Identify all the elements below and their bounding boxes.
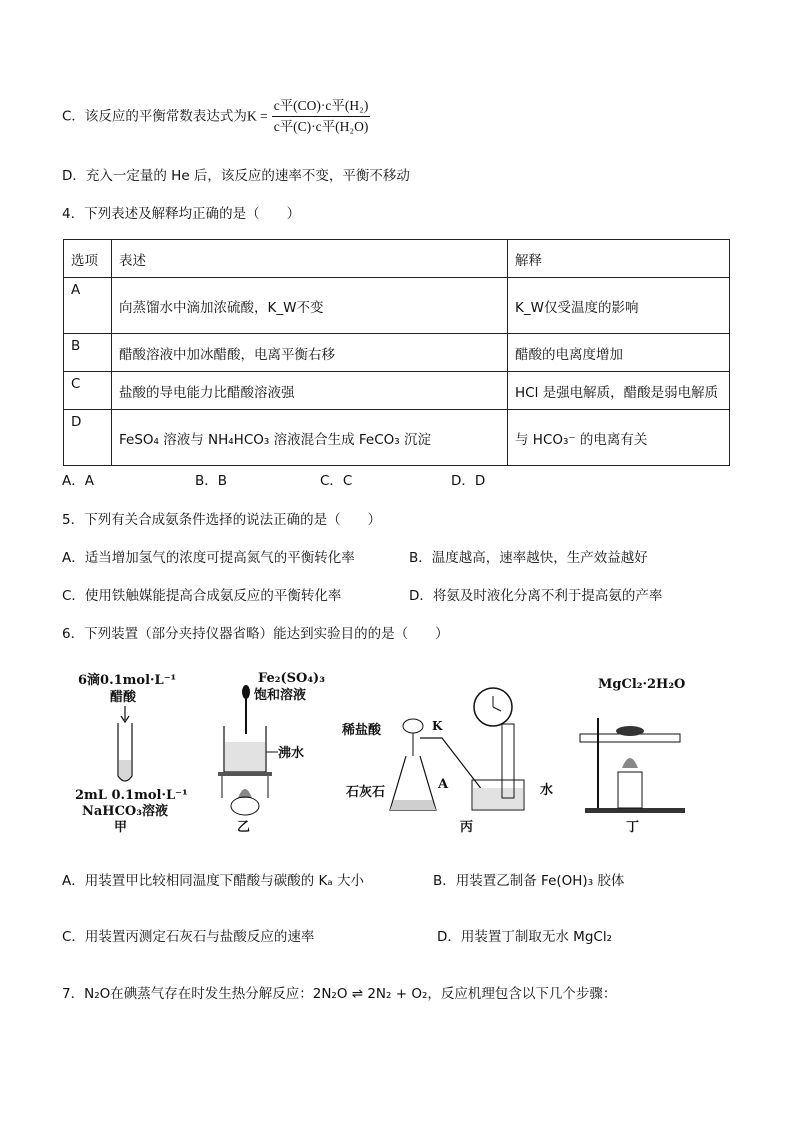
magnesium-chloride-sample xyxy=(616,726,644,736)
table-row xyxy=(64,278,730,334)
jia-bottom-label-2: NaHCO₃溶液 xyxy=(82,804,168,819)
table-row xyxy=(64,372,730,410)
q6-option-a[interactable]: A．用装置甲比较相同温度下醋酸与碳酸的 Kₐ 大小 xyxy=(62,873,364,889)
table-header-cell: 选项 xyxy=(64,240,112,278)
table-row xyxy=(64,334,730,372)
q3-option-c-lhs: K = xyxy=(246,108,268,124)
q5-option-c[interactable]: C．使用铁触媒能提高合成氨反应的平衡转化率 xyxy=(62,588,342,604)
iron-stand-base xyxy=(585,808,685,813)
table-cell-statement: 盐酸的导电能力比醋酸溶液强 xyxy=(112,372,508,410)
limestone xyxy=(390,800,436,810)
jia-top-label-1: 6滴0.1mol·L⁻¹ xyxy=(78,673,177,688)
q5-option-d[interactable]: D．将氨及时液化分离不利于提高氨的产率 xyxy=(409,588,663,604)
jia-bottom-label-1: 2mL 0.1mol·L⁻¹ xyxy=(75,788,188,803)
trough-water xyxy=(473,788,523,809)
q5-option-b[interactable]: B．温度越高，速率越快，生产效益越好 xyxy=(409,550,648,566)
table-cell-explanation: 醋酸的电离度增加 xyxy=(508,334,730,372)
table-cell-statement: 向蒸馏水中滴加浓硫酸，K_W不变 xyxy=(112,278,508,334)
dropper-bulb xyxy=(242,685,250,699)
bing-k-label: K xyxy=(432,719,443,733)
q7-stem: 7．N₂O在碘蒸气存在时发生热分解反应：2N₂O ⇌ 2N₂ + O₂，反应机理包含以下几个步骤： xyxy=(62,986,617,1002)
q4-stem: 4．下列表述及解释均正确的是（ ） xyxy=(62,206,301,222)
q3-option-c xyxy=(62,96,370,137)
bing-name: 丙 xyxy=(460,820,474,835)
q4-answer-c[interactable]: C．C xyxy=(320,473,353,489)
boiling-water xyxy=(225,742,265,771)
yi-top-label-1: Fe₂(SO₄)₃ xyxy=(258,671,325,686)
bing-acid-label: 稀盐酸 xyxy=(342,723,382,738)
table-cell-explanation: HCl 是强电解质，醋酸是弱电解质 xyxy=(508,372,730,410)
table-cell-option: C xyxy=(64,372,112,410)
q6-option-b[interactable]: B．用装置乙制备 Fe(OH)₃ 胶体 xyxy=(433,873,625,889)
q6-stem: 6．下列装置（部分夹持仪器省略）能达到实验目的的是（ ） xyxy=(62,626,449,642)
q6-option-d[interactable]: D．用装置丁制取无水 MgCl₂ xyxy=(437,929,612,945)
table-header-cell: 解释 xyxy=(508,240,730,278)
q6-option-c[interactable]: C．用装置丙测定石灰石与盐酸反应的速率 xyxy=(62,929,315,945)
q3-option-c-prefix: C．该反应的平衡常数表达式为 xyxy=(62,108,247,125)
bing-stone-label: 石灰石 xyxy=(346,785,386,800)
burner-flame xyxy=(622,758,638,768)
test-tube-liquid xyxy=(119,760,131,780)
ding-label: MgCl₂·2H₂O xyxy=(598,677,686,692)
yi-name: 乙 xyxy=(237,820,251,835)
jia-name: 甲 xyxy=(114,820,128,835)
q5-stem: 5．下列有关合成氨条件选择的说法正确的是（ ） xyxy=(62,512,382,528)
jia-top-label-2: 醋酸 xyxy=(110,690,137,705)
alcohol-lamp xyxy=(231,797,259,815)
q6-apparatus-figure xyxy=(70,668,730,838)
yi-top-label-2: 饱和溶液 xyxy=(254,688,307,703)
q4-answer-d[interactable]: D．D xyxy=(451,473,486,489)
q4-answer-b[interactable]: B．B xyxy=(195,473,228,489)
table-cell-option: D xyxy=(64,410,112,466)
q3-option-d: D．充入一定量的 He 后，该反应的速率不变，平衡不移动 xyxy=(62,168,410,184)
graduated-cylinder xyxy=(502,724,514,798)
table-cell-explanation: 与 HCO₃⁻ 的电离有关 xyxy=(508,410,730,466)
q4-answer-a[interactable]: A．A xyxy=(62,473,94,489)
q5-option-a[interactable]: A．适当增加氢气的浓度可提高氮气的平衡转化率 xyxy=(62,550,355,566)
table-row xyxy=(64,410,730,466)
burner xyxy=(618,772,642,808)
q4-table xyxy=(63,239,730,466)
tripod-plate xyxy=(218,772,272,776)
table-header-row xyxy=(64,240,730,278)
q4-answer-options xyxy=(62,471,485,491)
separatory-funnel xyxy=(403,719,423,733)
table-header-cell: 表述 xyxy=(112,240,508,278)
ding-name: 丁 xyxy=(626,820,640,835)
bing-a-label: A xyxy=(438,777,449,792)
bing-water-label: 水 xyxy=(540,783,554,798)
q3-option-c-fraction xyxy=(272,96,371,137)
table-cell-option: A xyxy=(64,278,112,334)
q3-option-c-denominator: c平(C)·c平(H₂O) xyxy=(273,119,369,134)
yi-water-label: 沸水 xyxy=(278,746,305,761)
q3-option-c-numerator: c平(CO)·c平(H₂) xyxy=(272,96,371,117)
table-cell-statement: 醋酸溶液中加冰醋酸，电离平衡右移 xyxy=(112,334,508,372)
table-cell-option: B xyxy=(64,334,112,372)
table-cell-explanation: K_W仅受温度的影响 xyxy=(508,278,730,334)
table-cell-statement: FeSO₄ 溶液与 NH₄HCO₃ 溶液混合生成 FeCO₃ 沉淀 xyxy=(112,410,508,466)
